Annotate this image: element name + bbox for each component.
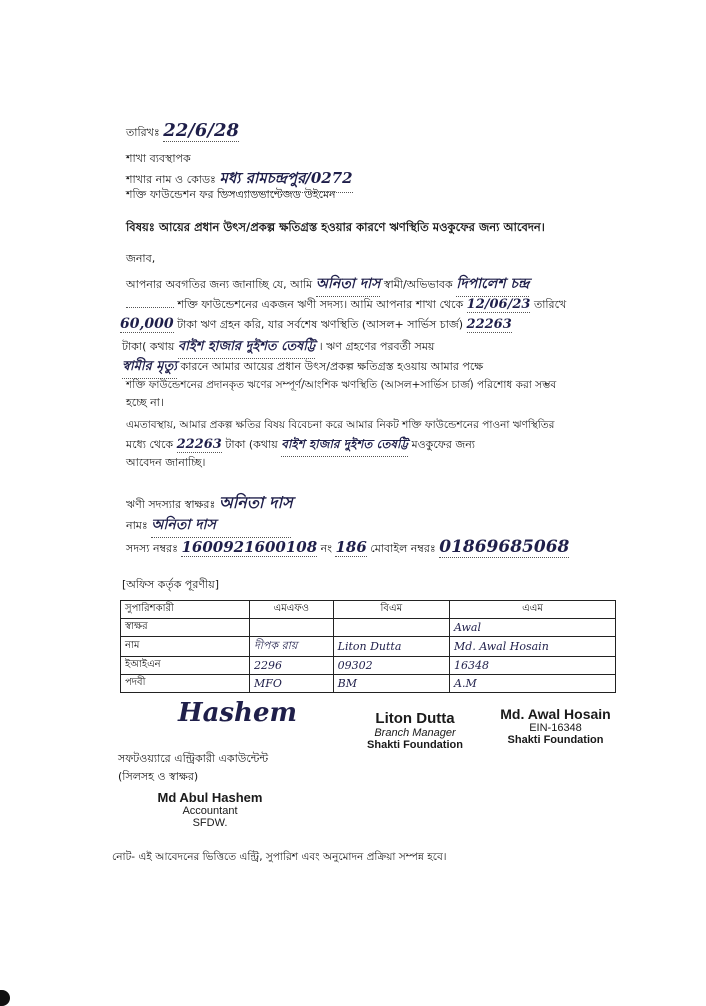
office-label: [অফিস কর্তৃক পূরণীয়] bbox=[122, 578, 219, 591]
subject-row bbox=[126, 219, 545, 238]
table-row bbox=[121, 657, 616, 675]
blank-line bbox=[126, 307, 174, 308]
member-signature-label: ঋণী সদস্যার স্বাক্ষরঃ bbox=[126, 498, 216, 511]
member-number-row bbox=[126, 537, 569, 559]
body-line-1 bbox=[126, 272, 529, 297]
table-header: বিএম bbox=[333, 601, 449, 619]
body-text: টাকা (কথায় bbox=[225, 438, 278, 451]
balance-in-words: বাইশ হাজার দুইশত তেষট্টি bbox=[178, 337, 315, 359]
table-header: সুপারিশকারী bbox=[121, 601, 250, 619]
table-header-row bbox=[121, 601, 616, 619]
member-name-row bbox=[126, 513, 291, 538]
am-org: Shakti Foundation bbox=[507, 734, 604, 746]
body-line-7: হচ্ছে না। bbox=[126, 396, 164, 409]
guardian-name: দিপালেশ চন্দ্র bbox=[456, 272, 529, 297]
edge-mark bbox=[0, 990, 10, 1006]
table-cell: Liton Dutta bbox=[333, 637, 449, 657]
group-number: 186 bbox=[335, 538, 367, 556]
am-name: Md. Awal Hosain bbox=[500, 706, 611, 722]
table-cell: 16348 bbox=[450, 657, 616, 675]
table-header: এএম bbox=[450, 601, 616, 619]
row-label: পদবী bbox=[121, 675, 250, 693]
table-cell: A.M bbox=[450, 675, 616, 693]
date-row bbox=[126, 120, 239, 143]
mobile-label: মোবাইল নম্বরঃ bbox=[370, 542, 436, 555]
table-row bbox=[121, 675, 616, 693]
body-text: তারিখে bbox=[533, 298, 567, 311]
body-text: আপনার অবগতির জন্য জানাচ্ছি যে, আমি bbox=[126, 278, 313, 291]
table-row bbox=[121, 619, 616, 637]
member-name-label: নামঃ bbox=[126, 519, 148, 532]
loan-amount: 60,000 bbox=[120, 316, 174, 332]
loss-reason: স্বামীর মৃত্যু bbox=[122, 357, 177, 379]
table-cell bbox=[250, 619, 334, 637]
row-label: নাম bbox=[121, 637, 250, 657]
mobile-number: 01869685068 bbox=[439, 537, 570, 557]
bm-title: Branch Manager bbox=[374, 727, 456, 739]
table-cell bbox=[333, 619, 449, 637]
am-stamp bbox=[488, 706, 623, 746]
table-cell: Md. Awal Hosain bbox=[450, 637, 616, 657]
subject-label: বিষয়ঃ bbox=[126, 220, 155, 234]
row-label: স্বাক্ষর bbox=[121, 619, 250, 637]
body-line-2 bbox=[126, 296, 566, 315]
body-line-10: আবেদন জানাচ্ছি। bbox=[126, 456, 206, 469]
org-line: শক্তি ফাউন্ডেশন ফর ডিসএ্যাডভান্টেজড উইমেন bbox=[126, 188, 336, 201]
branch-name-value: মধ্য রামচন্দ্রপুর/0272 bbox=[219, 167, 352, 193]
applicant-name: অনিতা দাস bbox=[316, 272, 381, 297]
table-cell: 09302 bbox=[333, 657, 449, 675]
accountant-org: SFDW. bbox=[192, 817, 228, 829]
subject-text: আয়ের প্রধান উৎস/প্রকল্প ক্ষতিগ্রস্ত হওয়ার কারণে ঋণস্থিতি মওকুফের জন্য আবেদন। bbox=[158, 220, 545, 234]
table-cell: দীপক রায় bbox=[250, 637, 334, 657]
body-line-3 bbox=[120, 316, 512, 335]
body-text: স্বামী/অভিভাবক bbox=[383, 278, 453, 291]
am-ein: EIN-16348 bbox=[529, 722, 582, 734]
body-text: । ঋণ গ্রহণের পরবর্তী সময় bbox=[318, 340, 435, 353]
member-signature: অনিতা দাস bbox=[218, 493, 293, 512]
row-label: ইআইএন bbox=[121, 657, 250, 675]
table-header: এমএফও bbox=[250, 601, 334, 619]
body-line-5 bbox=[122, 357, 483, 379]
waiver-amount: 22263 bbox=[176, 437, 222, 452]
table-cell: 2296 bbox=[250, 657, 334, 675]
body-line-4 bbox=[122, 337, 434, 359]
waiver-amount-words: বাইশ হাজার দুইশত তেষট্টি bbox=[281, 436, 408, 457]
bm-stamp bbox=[360, 710, 470, 751]
date-label: তারিখঃ bbox=[126, 126, 160, 139]
accountant-role: সফটওয়্যারে এন্ট্রিকারী একাউন্টেন্ট bbox=[118, 752, 269, 765]
body-text: কারনে আমার আয়ের প্রধান উৎস/প্রকল্প ক্ষতিগ্রস্ত হওয়ায় আমার পক্ষে bbox=[180, 360, 484, 373]
accountant-note: (সিলসহ ও স্বাক্ষর) bbox=[118, 770, 199, 783]
accountant-name: Md Abul Hashem bbox=[157, 790, 263, 805]
group-label: নং bbox=[320, 542, 332, 555]
bm-org: Shakti Foundation bbox=[367, 739, 463, 751]
loan-date: 12/06/23 bbox=[466, 297, 531, 312]
date-value: 22/6/28 bbox=[163, 120, 240, 141]
member-number: 1600921600108 bbox=[181, 538, 318, 556]
member-number-label: সদস্য নম্বরঃ bbox=[126, 542, 178, 555]
body-text: শক্তি ফাউন্ডেশনের একজন ঋণী সদস্য। আমি আপনার শাখা থেকে bbox=[177, 298, 464, 311]
table-row bbox=[121, 637, 616, 657]
branch-name-label: শাখার নাম ও কোডঃ bbox=[126, 173, 216, 186]
accountant-title: Accountant bbox=[182, 805, 238, 817]
body-text: মধ্যে থেকে bbox=[126, 438, 174, 451]
body-line-6: শক্তি ফাউন্ডেশনের প্রদানকৃত ঋণের সম্পূর্ণ/আংশিক ঋণস্থিতি (আসল+সার্ভিস চার্জ) পরিশোধ করা সম্ভব bbox=[126, 379, 557, 391]
body-text: মওকুফের জন্য bbox=[411, 438, 475, 451]
recommendation-table bbox=[120, 600, 616, 693]
branch-manager-label: শাখা ব্যবস্থাপক bbox=[126, 152, 191, 165]
body-text: টাকা ঋণ গ্রহন করি, যার সর্বশেষ ঋণস্থিতি (আসল+ সার্ভিস চার্জ) bbox=[177, 318, 464, 331]
member-name: অনিতা দাস bbox=[151, 513, 291, 538]
table-cell: MFO bbox=[250, 675, 334, 693]
salutation: জনাব, bbox=[126, 252, 156, 265]
body-text: টাকা( কথায় bbox=[122, 340, 175, 353]
footer-note: নোট- এই আবেদনের ভিত্তিতে এন্ট্রি, সুপারিশ এবং অনুমোদন প্রক্রিয়া সম্পন্ন হবে। bbox=[112, 851, 447, 863]
table-cell: Awal bbox=[450, 619, 616, 637]
bm-name: Liton Dutta bbox=[375, 710, 455, 727]
accountant-signature: Hashem bbox=[178, 698, 298, 728]
loan-balance: 22263 bbox=[466, 317, 512, 332]
body-line-8: এমতাবস্থায়, আমার প্রকল্প ক্ষতির বিষয় বিবেচনা করে আমার নিকট শক্তি ফাউন্ডেশনের পাওনা ঋণস্থিতির bbox=[126, 419, 555, 431]
table-cell: BM bbox=[333, 675, 449, 693]
accountant-stamp bbox=[140, 790, 280, 829]
